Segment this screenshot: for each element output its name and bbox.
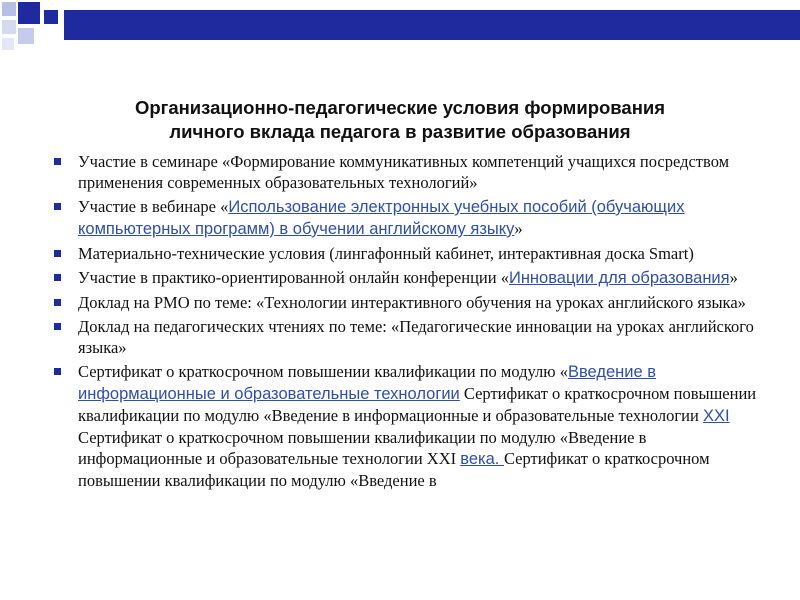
item-text: Сертификат о краткосрочном повышении квалификации по модулю «Введение в информационные и образовательные технологии XXI bbox=[78, 428, 647, 468]
item-text: Участие в практико-ориентированной онлайн конференции « bbox=[78, 268, 509, 287]
title-line: личного вклада педагога в развитие образования bbox=[169, 121, 631, 142]
item-text: » bbox=[729, 268, 738, 287]
bullet-square-icon bbox=[54, 203, 61, 210]
xxi-link[interactable]: XXI bbox=[702, 407, 730, 425]
bullet-square-icon bbox=[54, 323, 61, 330]
item-text: Материально-технические условия (лингафонный кабинет, интерактивная доска Smart) bbox=[78, 244, 694, 263]
bullet-square-icon bbox=[54, 250, 61, 257]
deco-square bbox=[18, 28, 34, 44]
bullet-square-icon bbox=[54, 158, 61, 165]
header-bar bbox=[64, 10, 800, 40]
century-link[interactable]: века. bbox=[460, 450, 504, 468]
item-text: Участие в семинаре «Формирование коммуникативных компетенций учащихся посредством применения современных образовательных технологий» bbox=[78, 152, 730, 192]
title-line: Организационно-педагогические условия формирования bbox=[134, 97, 666, 118]
deco-square bbox=[18, 2, 40, 24]
item-text: Доклад на РМО по теме: «Технологии интерактивного обучения на уроках английского языка» bbox=[78, 293, 746, 312]
list-item bbox=[78, 243, 768, 264]
item-text: Сертификат о краткосрочном повышении квалификации по модулю « bbox=[78, 362, 568, 381]
list-item bbox=[78, 196, 768, 240]
list-item bbox=[78, 151, 768, 193]
item-text: Сертификат о краткосрочном повышении квалификации по модулю «Введение в bbox=[78, 449, 710, 490]
item-text: Сертификат о краткосрочном повышении квалификации по модулю «Введение в информационные и образовательные технологии bbox=[78, 384, 757, 425]
item-text: Доклад на педагогических чтениях по теме: «Педагогические инновации на уроках английского языка» bbox=[78, 317, 754, 357]
slide-title bbox=[60, 96, 740, 144]
item-text: » bbox=[514, 219, 523, 238]
list-item bbox=[78, 361, 768, 491]
deco-square bbox=[2, 2, 16, 16]
course-link[interactable]: Введение в информационные и образовательные технологии bbox=[78, 363, 657, 403]
bullet-square-icon bbox=[54, 299, 61, 306]
list-item bbox=[78, 316, 768, 358]
list-item bbox=[78, 292, 768, 313]
deco-square bbox=[44, 10, 58, 24]
bullet-square-icon bbox=[54, 368, 61, 375]
bullet-square-icon bbox=[54, 274, 61, 281]
conference-link[interactable]: Инновации для образования bbox=[508, 269, 730, 287]
deco-square bbox=[2, 38, 14, 50]
conditions-list bbox=[78, 151, 768, 494]
item-text: Участие в вебинаре « bbox=[78, 197, 229, 216]
deco-square bbox=[2, 20, 16, 34]
webinar-link[interactable]: Использование электронных учебных пособий (обучающих компьютерных программ) в обучении английскому языку bbox=[78, 198, 685, 238]
list-item bbox=[78, 267, 768, 289]
